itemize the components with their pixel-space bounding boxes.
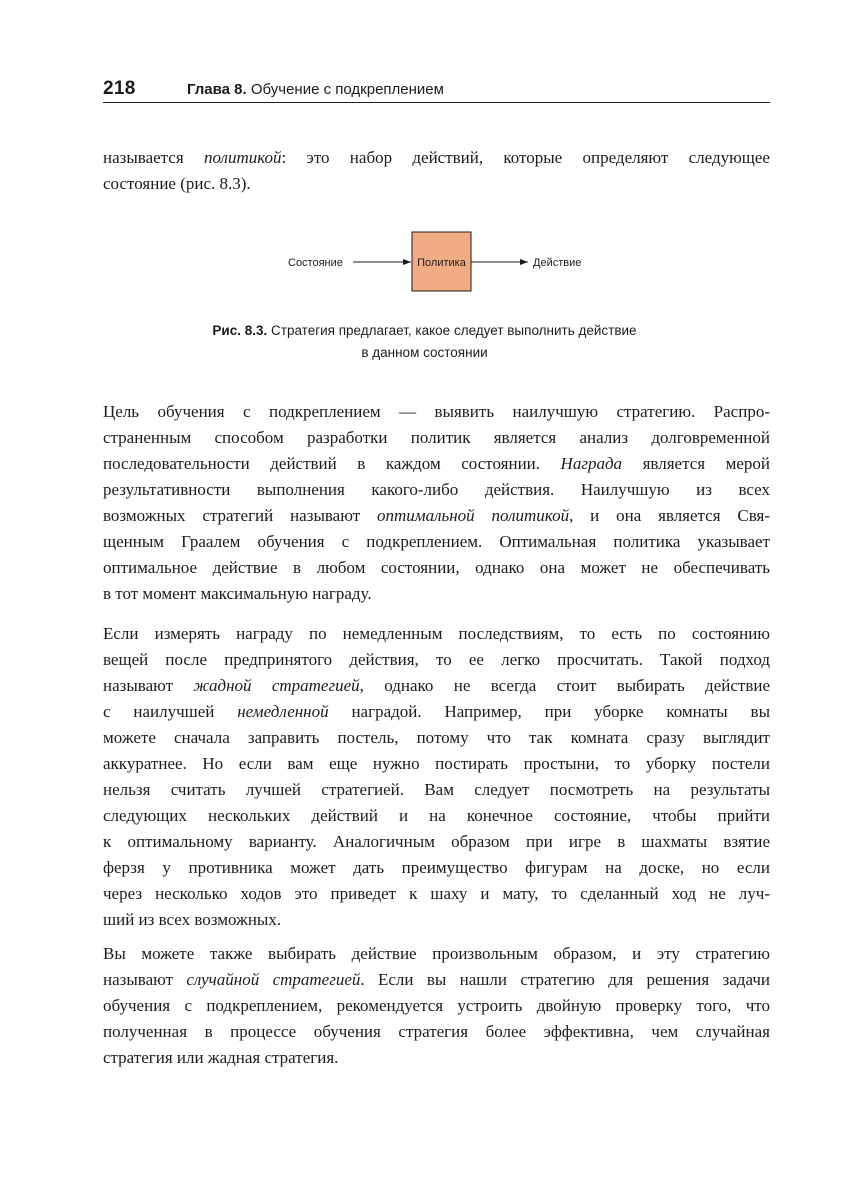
text-line: аккуратнее. Но если вам еще нужно постирать простыни, то уборку постели <box>103 754 770 773</box>
text-line: оптимальное действие в любом состоянии, однако она может не обеспечивать <box>103 558 770 577</box>
policy-diagram <box>0 222 849 302</box>
text-span: . Если вы нашли стратегию для решения задачи <box>360 970 770 989</box>
text-line: в тот момент максимальную награду. <box>103 584 372 603</box>
chapter-name: Обучение с подкреплением <box>250 81 444 98</box>
text-line: ферзя у противника может дать преимущество фигурам на доске, но если <box>103 858 770 877</box>
caption-line: в данном состоянии <box>361 345 488 360</box>
text-span: называется <box>103 148 204 167</box>
caption-label: Рис. 8.3. <box>212 323 268 338</box>
text-line: к оптимальному варианту. Аналогичным образом при игре в шахматы взятие <box>103 832 770 851</box>
text-span: является мерой <box>622 454 770 473</box>
italic-term: случайной стратегией <box>186 970 361 989</box>
page-number: 218 <box>103 78 136 99</box>
text-line: Вы можете также выбирать действие произвольным образом, и эту стратегию <box>103 944 770 963</box>
text-span: называют <box>103 676 194 695</box>
paragraph-greedy <box>103 621 770 933</box>
text-line: результативности выполнения какого-либо действия. Наилучшую из всех <box>103 480 770 499</box>
text-line: состояние (рис. 8.3). <box>103 174 251 193</box>
text-line: Цель обучения с подкреплением — выявить наилучшую стратегию. Распро- <box>103 402 770 421</box>
text-line: нельзя считать лучшей стратегией. Вам следует посмотреть на результаты <box>103 780 770 799</box>
text-line: через несколько ходов это приведет к шаху и мату, то сделанный ход не луч- <box>103 884 770 903</box>
text-line <box>103 673 770 699</box>
text-line: вещей после предпринятого действия, то ее легко просчитать. Такой подход <box>103 650 770 669</box>
text-line: щенным Граалем обучения с подкреплением. Оптимальная политика указывает <box>103 532 770 551</box>
text-line: обучения с подкреплением, рекомендуется устроить двойную проверку того, что <box>103 996 770 1015</box>
caption-line <box>0 320 849 342</box>
action-label: Действие <box>533 257 582 269</box>
policy-label: Политика <box>417 257 466 269</box>
text-line <box>103 145 770 171</box>
text-span: : это набор действий, которые определяют следующее <box>281 148 770 167</box>
italic-term: Награда <box>560 454 623 473</box>
text-line: следующих нескольких действий и на конечное состояние, чтобы прийти <box>103 806 770 825</box>
text-line <box>103 967 770 993</box>
text-span: называют <box>103 970 187 989</box>
chapter-label: Глава 8. <box>187 81 247 98</box>
text-span: наградой. Например, при уборке комнаты вы <box>328 702 770 721</box>
text-line: стратегия или жадная стратегия. <box>103 1048 339 1067</box>
running-header <box>103 74 770 103</box>
paragraph-goal <box>103 399 770 607</box>
italic-term: немедленной <box>237 702 329 721</box>
text-line <box>103 699 770 725</box>
italic-term: политикой <box>203 148 282 167</box>
text-span: с наилучшей <box>103 702 238 721</box>
figure-caption <box>0 320 849 364</box>
paragraph-random <box>103 941 770 1071</box>
text-line: ший из всех возможных. <box>103 910 282 929</box>
paragraph-intro <box>103 145 770 197</box>
text-line <box>103 503 770 529</box>
text-line: страненным способом разработки политик является анализ долговременной <box>103 428 770 447</box>
caption-text: Стратегия предлагает, какое следует выполнить действие <box>271 323 637 338</box>
text-span: последовательности действий в каждом состоянии. <box>103 454 561 473</box>
text-span: , однако не всегда стоит выбирать действие <box>359 676 770 695</box>
text-line <box>103 451 770 477</box>
chapter-title <box>187 81 444 98</box>
text-line: можете сначала заправить постель, потому что так комната сразу выглядит <box>103 728 770 747</box>
state-label: Состояние <box>288 257 343 269</box>
italic-term: жадной стратегией <box>193 676 360 695</box>
text-line: полученная в процессе обучения стратегия более эффективна, чем случайная <box>103 1022 770 1041</box>
text-span: возможных стратегий называют <box>103 506 377 525</box>
text-line: Если измерять награду по немедленным последствиям, то есть по состоянию <box>103 624 770 643</box>
italic-term: оптимальной политикой <box>376 506 570 525</box>
text-span: , и она является Свя- <box>569 506 770 525</box>
